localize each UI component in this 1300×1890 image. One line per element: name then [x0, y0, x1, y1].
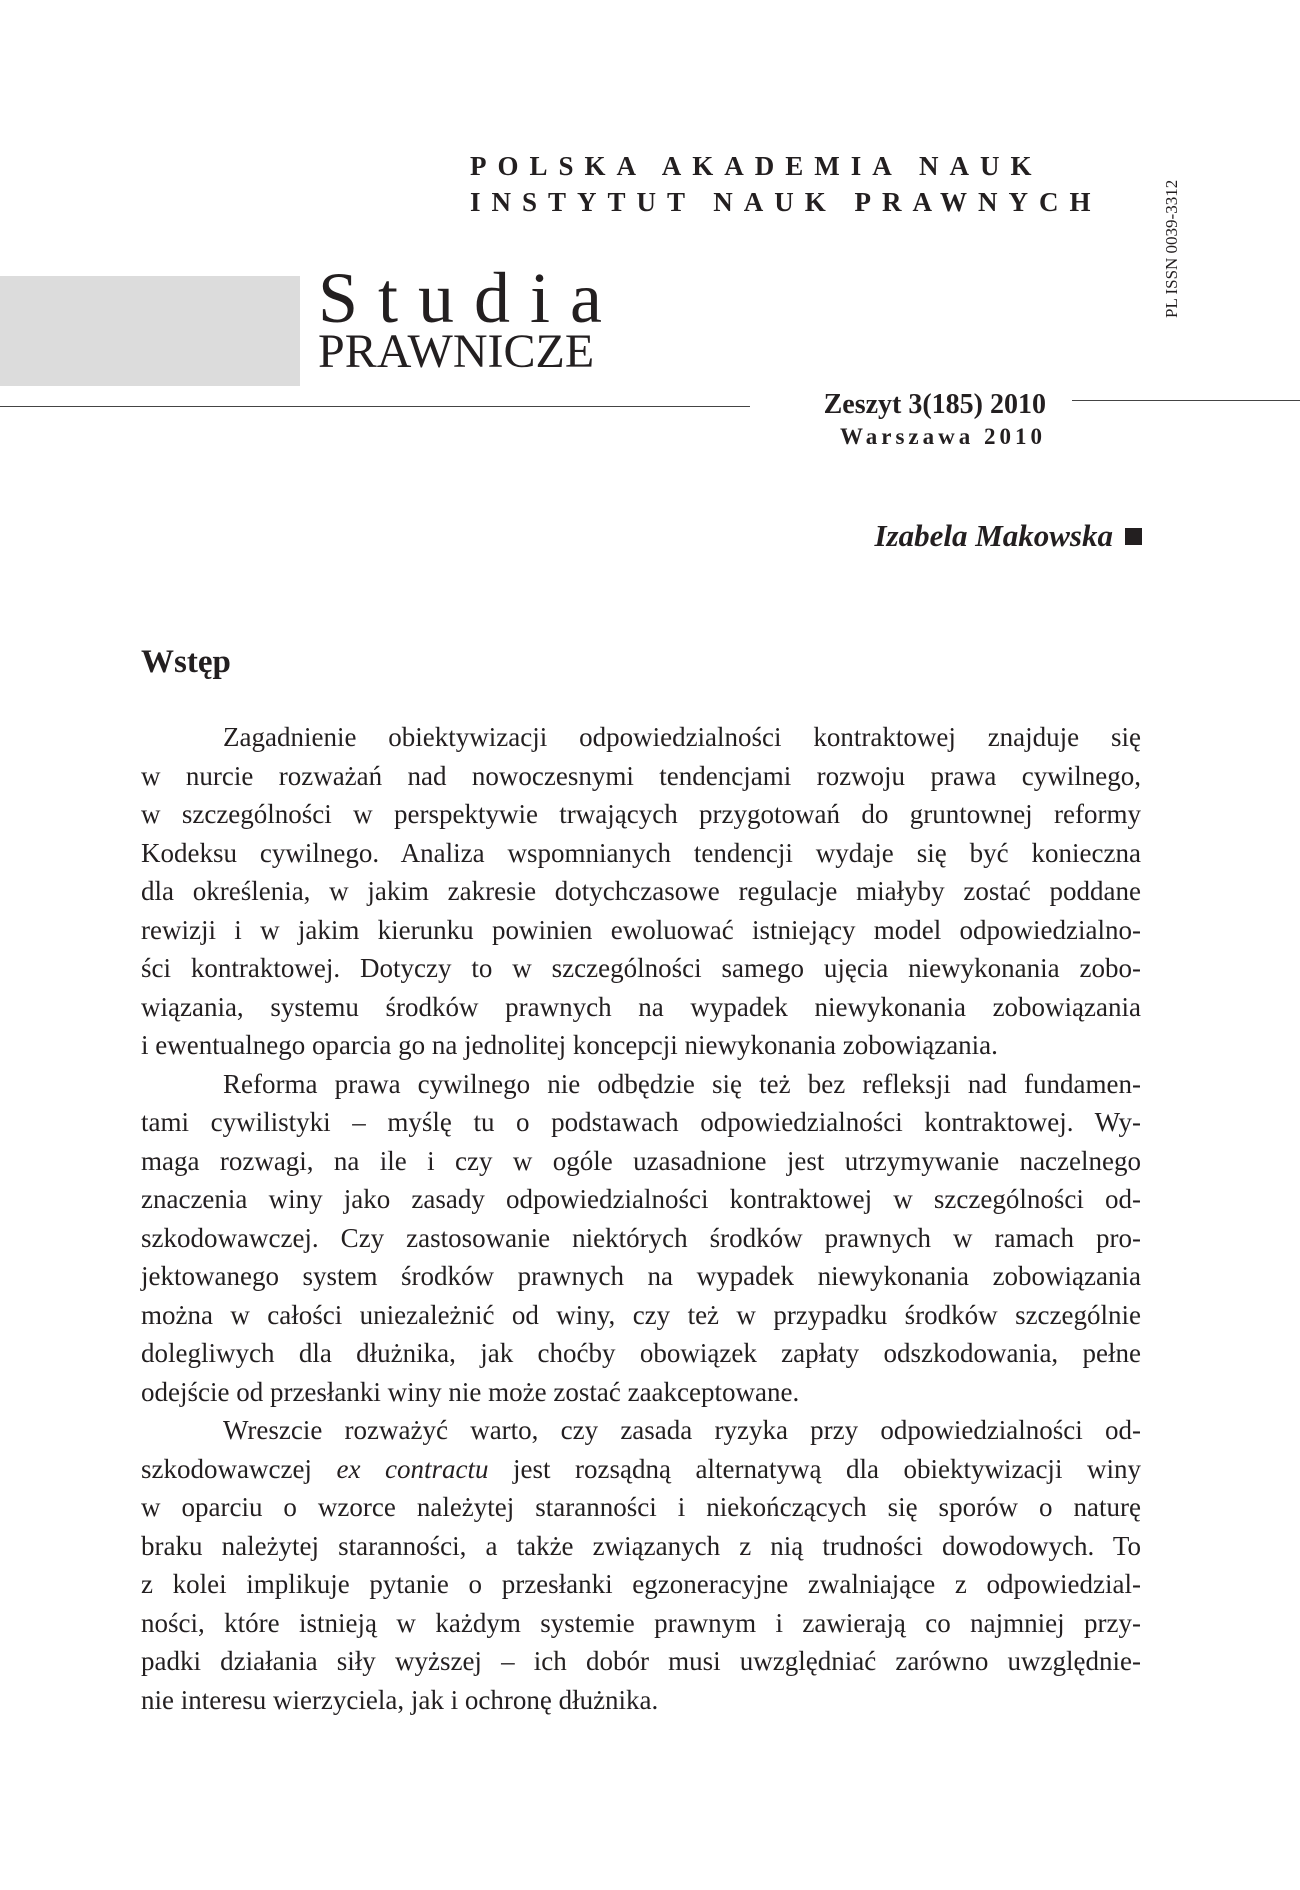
body-line: znaczenia winy jako zasady odpowiedzialności kontraktowej w szczególności od-: [141, 1184, 1141, 1214]
author-name: Izabela Makowska: [874, 518, 1113, 553]
body-line: Wreszcie rozważyć warto, czy zasada ryzyka przy odpowiedzialności od-: [223, 1415, 1141, 1445]
journal-title: Studia: [318, 258, 623, 338]
journal-subtitle: PRAWNICZE: [318, 325, 595, 378]
body-line: odejście od przesłanki winy nie może zostać zaakceptowane.: [141, 1376, 800, 1407]
body-line: w oparciu o wzorce należytej staranności i niekończących się sporów o naturę: [141, 1492, 1141, 1522]
publisher-block: [470, 148, 1102, 220]
body-line: z kolei implikuje pytanie o przesłanki egzoneracyjne zwalniające z odpowiedzial-: [141, 1569, 1141, 1599]
body-line: Kodeksu cywilnego. Analiza wspomnianych tendencji wydaje się być konieczna: [141, 837, 1141, 868]
body-line: można w całości uniezależnić od winy, czy też w przypadku środków szczególnie: [141, 1299, 1141, 1330]
body-line: dolegliwych dla dłużnika, jak choćby obowiązek zapłaty odszkodowania, pełne: [141, 1338, 1141, 1368]
body-text: [141, 718, 1141, 1719]
body-line: braku należytej staranności, a także związanych z nią trudności dowodowych. To: [141, 1530, 1141, 1561]
body-line: i ewentualnego oparcia go na jednolitej koncepcji niewykonania zobowiązania.: [141, 1030, 998, 1060]
body-line: padki działania siły wyższej – ich dobór musi uwzględniać zarówno uwzględnie-: [141, 1646, 1141, 1676]
section-heading: Wstęp: [141, 644, 231, 680]
publisher-line-academy: POLSKA AKADEMIA NAUK: [470, 151, 1043, 181]
body-line: ności, które istnieją w każdym systemie prawnym i zawierają co najmniej przy-: [141, 1607, 1141, 1638]
header-divider-right: [1072, 400, 1300, 401]
title-gray-band: [0, 276, 300, 386]
latin-phrase: ex contractu: [336, 1453, 489, 1484]
issn-label: PL ISSN 0039-3312: [1162, 179, 1181, 318]
body-line: ści kontraktowej. Dotyczy to w szczególności samego ujęcia niewykonania zobo-: [141, 953, 1141, 983]
body-line: Reforma prawa cywilnego nie odbędzie się też bez refleksji nad fundamen-: [223, 1068, 1141, 1099]
body-line: nie interesu wierzyciela, jak i ochronę dłużnika.: [141, 1684, 659, 1715]
body-line: w nurcie rozważań nad nowoczesnymi tendencjami rozwoju prawa cywilnego,: [141, 760, 1141, 791]
body-line: w szczególności w perspektywie trwających przygotowań do gruntownej reformy: [141, 799, 1141, 829]
body-line: dla określenia, w jakim zakresie dotychczasowe regulacje miałyby zostać poddane: [141, 876, 1141, 906]
body-line: wiązania, systemu środków prawnych na wypadek niewykonania zobowiązania: [141, 991, 1141, 1022]
square-bullet-icon: [1125, 528, 1142, 545]
body-line: rewizji i w jakim kierunku powinien ewoluować istniejący model odpowiedzialno-: [141, 914, 1141, 945]
author-line: [760, 516, 1142, 556]
body-line: tami cywilistyki – myślę tu o podstawach odpowiedzialności kontraktowej. Wy-: [141, 1107, 1141, 1137]
body-line: szkodowawczej ex contractu jest rozsądną alternatywą dla obiektywizacji winy: [141, 1453, 1141, 1484]
body-line: Zagadnienie obiektywizacji odpowiedzialności kontraktowej znajduje się: [223, 722, 1141, 752]
publisher-line-institute: INSTYTUT NAUK PRAWNYCH: [470, 187, 1102, 217]
body-line: jektowanego system środków prawnych na wypadek niewykonania zobowiązania: [141, 1261, 1141, 1291]
issue-number: Zeszyt 3(185) 2010: [823, 389, 1046, 420]
place-year: Warszawa 2010: [840, 424, 1046, 449]
body-line: szkodowawczej. Czy zastosowanie niektórych środków prawnych w ramach pro-: [141, 1222, 1141, 1253]
body-line: maga rozwagi, na ile i czy w ogóle uzasadnione jest utrzymywanie naczelnego: [141, 1145, 1141, 1176]
header-divider-left: [0, 406, 750, 407]
